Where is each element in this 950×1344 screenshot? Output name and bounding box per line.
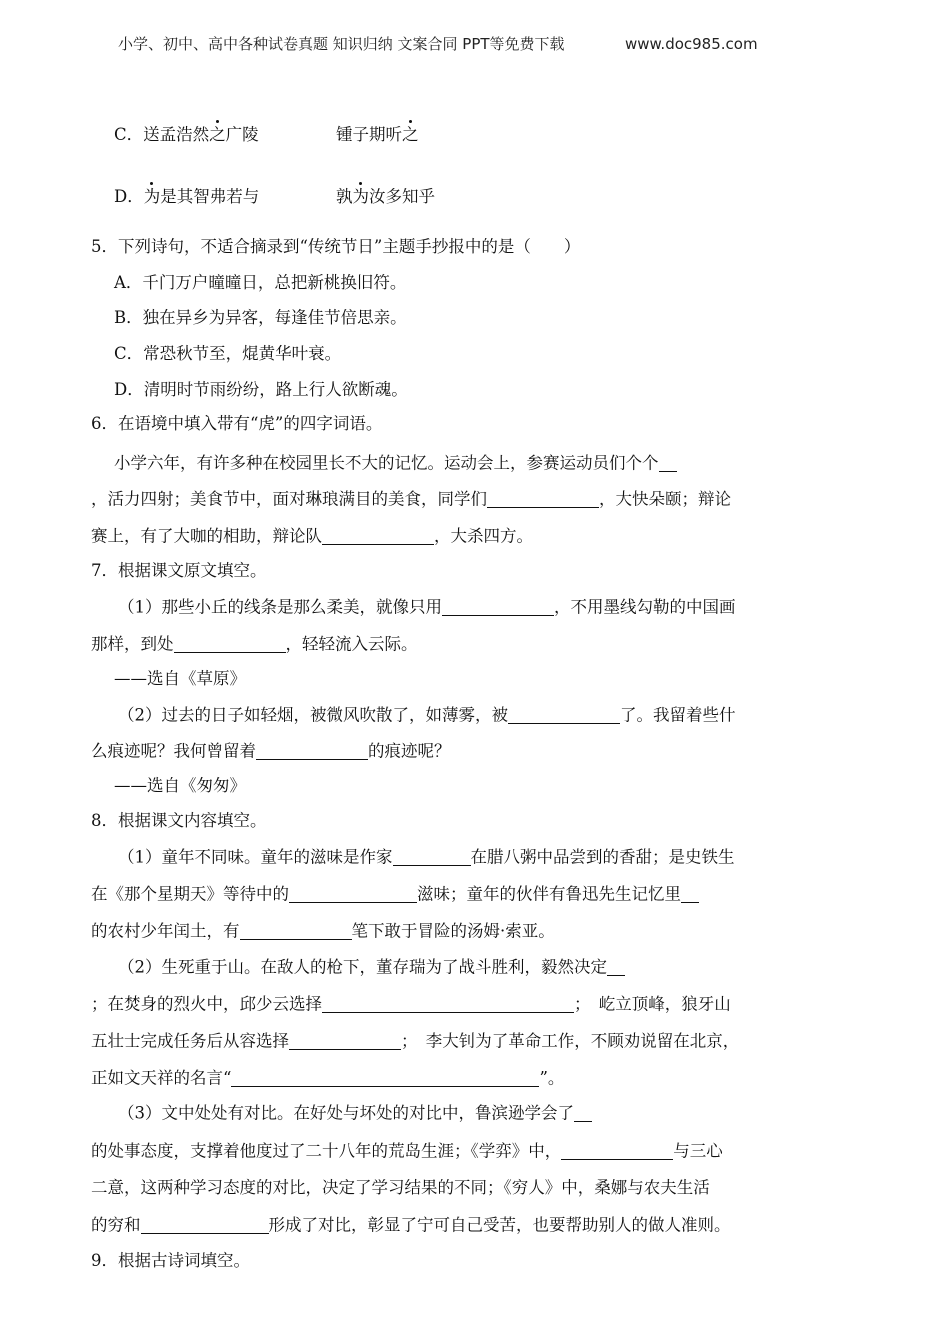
q4-d-label: D． <box>114 187 144 206</box>
header-site-text: 小学、初中、高中各种试卷真题 知识归纳 文案合同 PPT等免费下载 <box>118 35 565 53</box>
q8-p3c: 与三心 <box>673 1141 723 1161</box>
q8-p3-line-2 <box>91 1143 723 1160</box>
q8-p2g: ”。 <box>539 1068 565 1088</box>
q4-option-d-right <box>336 189 435 206</box>
q8-p3e: 的穷和 <box>91 1215 141 1235</box>
q8-p2-line-2 <box>91 996 731 1013</box>
header-url: www.doc985.com <box>625 35 758 53</box>
q7-p1a: （1）那些小丘的线条是那么柔美，就像只用 <box>118 597 442 617</box>
q8-p2b: ；在焚身的烈火中，邱少云选择 <box>91 994 322 1014</box>
q7-blank-1[interactable] <box>442 599 554 616</box>
q5-stem: 5．下列诗句，不适合摘录到“传统节日”主题手抄报中的是（ ） <box>91 237 581 256</box>
q8-p1-line-2 <box>91 886 699 903</box>
q8-p2d: 五壮士完成任务后从容选择 <box>91 1031 289 1051</box>
q8-p3-line-3: 二意，这两种学习态度的对比，决定了学习结果的不同；《穷人》中，桑娜与农夫生活 <box>91 1178 710 1197</box>
q8-p2e: ； 李大钊为了革命工作，不顾劝说留在北京， <box>401 1031 740 1051</box>
q8-p2-line-4 <box>91 1070 564 1087</box>
q9-stem: 9．根据古诗词填空。 <box>91 1251 250 1270</box>
q7-p1b: ，不用墨线勾勒的中国画 <box>554 597 736 617</box>
q7-p2b: 了。我留着些什 <box>620 705 736 725</box>
q8-p1b: 在腊八粥中品尝到的香甜；是史铁生 <box>470 847 735 867</box>
q6-blank-1[interactable] <box>659 455 677 472</box>
q7-p2-line-2 <box>91 743 451 760</box>
q7-blank-4[interactable] <box>256 743 368 760</box>
q8-p3-line-4 <box>91 1217 731 1234</box>
q7-p2d: 的痕迹呢？ <box>368 741 451 761</box>
q6-line-3a: 赛上，有了大咖的相助，辩论队 <box>91 526 322 546</box>
q4-c-label: C． <box>114 125 144 144</box>
q4-c-left-dotted: 之 <box>209 125 226 144</box>
q4-d-right-1: 孰 <box>336 187 353 206</box>
q5-option-d: D．清明时节雨纷纷，路上行人欲断魂。 <box>114 380 408 399</box>
q7-p1c: 那样，到处 <box>91 634 174 654</box>
q8-blank-1[interactable] <box>393 849 471 866</box>
q8-blank-10[interactable] <box>561 1143 673 1160</box>
q4-d-left-dotted: 为 <box>143 187 161 206</box>
q7-p1-line-2 <box>91 636 418 653</box>
q6-line-2b: ，大快朵颐；辩论 <box>599 489 731 509</box>
q8-p1-line-1 <box>118 849 735 866</box>
q4-d-left-2: 是其智弗若与 <box>160 187 260 206</box>
q6-line-2 <box>91 491 731 508</box>
q8-p1-line-3 <box>91 923 555 940</box>
q7-p2c: 么痕迹呢？我何曾留着 <box>91 741 256 761</box>
q4-d-right-dotted: 为 <box>352 187 369 206</box>
q8-p2a: （2）生死重于山。在敌人的枪下，董存瑞为了战斗胜利，毅然决定 <box>118 957 607 977</box>
q7-p2a: （2）过去的日子如轻烟，被微风吹散了，如薄雾，被 <box>118 705 508 725</box>
q8-p1a: （1）童年不同味。童年的滋味是作家 <box>118 847 393 867</box>
q8-p3b: 的处事态度，支撑着他度过了二十八年的荒岛生涯；《学弈》中， <box>91 1141 562 1161</box>
q8-blank-9[interactable] <box>574 1105 592 1122</box>
q8-blank-7[interactable] <box>289 1033 401 1050</box>
q7-blank-2[interactable] <box>174 636 286 653</box>
q7-stem: 7．根据课文原文填空。 <box>91 561 267 580</box>
q8-blank-3[interactable] <box>681 886 699 903</box>
q8-p3a: （3）文中处处有对比。在好处与坏处的对比中，鲁滨逊学会了 <box>118 1103 574 1123</box>
q8-p2c: ； 屹立顶峰，狼牙山 <box>574 994 731 1014</box>
q4-c-left-3: 广陵 <box>225 125 259 144</box>
q6-stem: 6．在语境中填入带有“虎”的四字词语。 <box>91 414 383 433</box>
q8-blank-4[interactable] <box>240 923 352 940</box>
q6-blank-3[interactable] <box>322 528 434 545</box>
q7-source-2: ——选自《匆匆》 <box>114 776 246 795</box>
q8-p3-line-1 <box>118 1105 592 1122</box>
q8-p2-line-1 <box>118 959 625 976</box>
q4-c-right-1: 锺子期听 <box>336 125 402 144</box>
q6-line-2a: ，活力四射；美食节中，面对琳琅满目的美食，同学们 <box>91 489 487 509</box>
q7-p1d: ，轻轻流入云际。 <box>285 634 418 654</box>
q7-source-1: ——选自《草原》 <box>114 669 246 688</box>
q8-stem: 8．根据课文内容填空。 <box>91 811 267 830</box>
q8-p1c: 在《那个星期天》等待中的 <box>91 884 289 904</box>
q4-c-left-1: 送孟浩然 <box>143 125 210 144</box>
q8-blank-6[interactable] <box>322 996 574 1013</box>
q8-blank-5[interactable] <box>607 959 625 976</box>
q6-line-1 <box>114 455 677 472</box>
q4-option-c-right <box>336 127 419 144</box>
q4-c-right-dotted: 之 <box>402 125 419 144</box>
q8-p3f: 形成了对比，彰显了宁可自己受苦，也要帮助别人的做人准则。 <box>268 1215 731 1235</box>
q8-p1f: 笔下敢于冒险的汤姆·索亚。 <box>351 921 555 941</box>
q8-blank-2[interactable] <box>289 886 417 903</box>
q5-option-b: B．独在异乡为异客，每逢佳节倍思亲。 <box>114 308 407 327</box>
q8-p1d: 滋味；童年的伙伴有鲁迅先生记忆里 <box>417 884 681 904</box>
q5-option-a: A．千门万户曈曈日，总把新桃换旧符。 <box>114 273 407 292</box>
q7-p2-line-1 <box>118 707 736 724</box>
q8-p2-line-3 <box>91 1033 739 1050</box>
q4-option-d <box>114 189 259 206</box>
q4-option-c <box>114 127 259 144</box>
q5-option-c: C．常恐秋节至，焜黄华叶衰。 <box>114 344 342 363</box>
q7-blank-3[interactable] <box>508 707 620 724</box>
q7-p1-line-1 <box>118 599 736 616</box>
q8-p1e: 的农村少年闰土，有 <box>91 921 240 941</box>
q6-line-3 <box>91 528 533 545</box>
q6-line-3b: ，大杀四方。 <box>434 526 533 546</box>
q8-blank-8[interactable] <box>231 1070 539 1087</box>
q4-d-right-3: 汝多知乎 <box>369 187 435 206</box>
q6-line-1-text: 小学六年，有许多种在校园里长不大的记忆。运动会上，参赛运动员们个个 <box>114 453 659 473</box>
q6-blank-2[interactable] <box>487 491 599 508</box>
q8-p2f: 正如文天祥的名言“ <box>91 1068 232 1088</box>
q8-blank-11[interactable] <box>141 1217 269 1234</box>
